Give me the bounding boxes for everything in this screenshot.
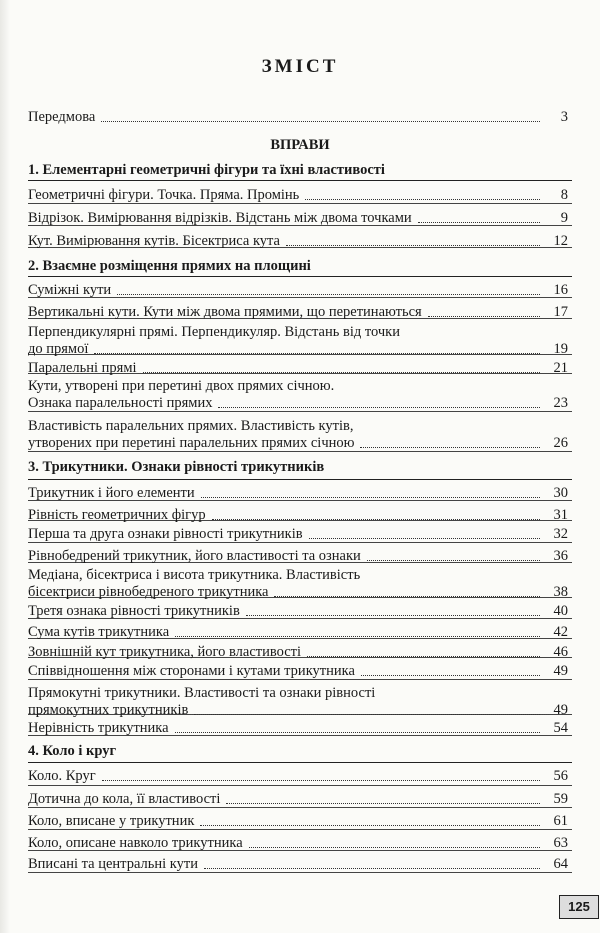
toc-entry-text: прямокутних трикутників xyxy=(28,702,189,718)
toc-page-number: 17 xyxy=(553,304,568,320)
page-title: ЗМІСТ xyxy=(261,56,339,77)
toc-page-number: 12 xyxy=(553,233,568,249)
toc-entry-text: утворених при перетині паралельних прямих січною xyxy=(28,435,355,451)
toc-entry[interactable] xyxy=(28,791,568,808)
toc-entry-text: Нерівність трикутника xyxy=(28,720,169,736)
dot-leader xyxy=(305,199,540,200)
toc-entry-row xyxy=(28,663,568,680)
dot-leader xyxy=(204,868,540,869)
toc-entry-text: Властивість паралельних прямих. Властивість кутів, xyxy=(28,418,354,434)
toc-entry-row xyxy=(28,768,568,785)
toc-entry[interactable] xyxy=(28,526,568,543)
rule-line xyxy=(28,785,572,786)
toc-entry[interactable] xyxy=(28,233,568,250)
dot-leader xyxy=(200,825,540,826)
toc-entry-text: Кути, утворені при перетині двох прямих січною. xyxy=(28,378,335,394)
dot-leader xyxy=(143,372,540,373)
dot-leader xyxy=(175,636,540,637)
toc-entry[interactable] xyxy=(28,663,568,680)
toc-entry[interactable] xyxy=(28,418,568,452)
toc-entry-text: Вписані та центральні кути xyxy=(28,856,198,872)
dot-leader xyxy=(307,656,540,657)
toc-entry-row xyxy=(28,720,568,737)
toc-entry[interactable] xyxy=(28,187,568,204)
section-title: 2. Взаємне розміщення прямих на площині xyxy=(28,258,311,274)
toc-entry-row xyxy=(28,435,568,452)
toc-entry[interactable] xyxy=(28,567,568,601)
toc-entry-row xyxy=(28,624,568,641)
toc-entry-text: Дотична до кола, її властивості xyxy=(28,791,221,807)
dot-leader xyxy=(367,560,540,561)
section-title: 3. Трикутники. Ознаки рівності трикутників xyxy=(28,459,325,475)
dot-leader xyxy=(286,245,540,246)
toc-page-number: 9 xyxy=(560,210,568,226)
toc-entry-text: Суміжні кути xyxy=(28,282,112,298)
toc-page-number: 3 xyxy=(560,109,568,125)
toc-entry[interactable] xyxy=(28,720,568,737)
dot-leader xyxy=(194,714,540,715)
toc-entry-row xyxy=(28,791,568,808)
toc-entry[interactable] xyxy=(28,624,568,641)
toc-entry[interactable] xyxy=(28,644,568,661)
toc-page-number: 16 xyxy=(553,282,568,298)
toc-page-number: 36 xyxy=(553,548,568,564)
toc-entry-row xyxy=(28,341,568,358)
toc-page-number: 49 xyxy=(553,702,568,718)
section-title: 4. Коло і круг xyxy=(28,743,117,759)
toc-entry-row xyxy=(28,360,568,377)
toc-entry-text: Ознака паралельності прямих xyxy=(28,395,213,411)
toc-entry-text: бісектриси рівнобедреного трикутника xyxy=(28,584,269,600)
toc-entry-row xyxy=(28,813,568,830)
toc-entry-row xyxy=(28,210,568,227)
toc-entry-text: Геометричні фігури. Точка. Пряма. Промінь xyxy=(28,187,300,203)
toc-entry-text: Вертикальні кути. Кути між двома прямими, що перетинаються xyxy=(28,304,422,320)
toc-page-number: 63 xyxy=(553,835,568,851)
toc-entry-row xyxy=(28,702,568,719)
toc-entry[interactable] xyxy=(28,378,568,412)
dot-leader xyxy=(101,121,540,122)
toc-entry[interactable] xyxy=(28,485,568,502)
toc-entry-row xyxy=(28,548,568,565)
toc-entry-text: Рівність геометричних фігур xyxy=(28,507,206,523)
toc-entry[interactable] xyxy=(28,768,568,785)
toc-entry[interactable] xyxy=(28,507,568,524)
toc-entry-row xyxy=(28,304,568,321)
toc-entry[interactable] xyxy=(28,685,568,719)
exercises-heading: ВПРАВИ xyxy=(270,137,330,153)
toc-page-number: 38 xyxy=(553,584,568,600)
toc-entry-preface[interactable] xyxy=(28,109,568,126)
dot-leader xyxy=(94,353,540,354)
toc-entry-text: Паралельні прямі xyxy=(28,360,137,376)
toc-entry-row xyxy=(28,485,568,502)
toc-entry-text: Кут. Вимірювання кутів. Бісектриса кута xyxy=(28,233,280,249)
toc-page-number: 42 xyxy=(553,624,568,640)
dot-leader xyxy=(218,407,540,408)
dot-leader xyxy=(361,675,540,676)
dot-leader xyxy=(360,447,540,448)
section-title: 1. Елементарні геометричні фігури та їхні властивості xyxy=(28,162,385,178)
toc-page-number: 19 xyxy=(553,341,568,357)
toc-entry[interactable] xyxy=(28,548,568,565)
toc-page-number: 61 xyxy=(553,813,568,829)
dot-leader xyxy=(249,847,540,848)
toc-entry-text: Відрізок. Вимірювання відрізків. Відстань між двома точками xyxy=(28,210,412,226)
toc-entry[interactable] xyxy=(28,835,568,852)
dot-leader xyxy=(117,294,540,295)
toc-page-number: 23 xyxy=(553,395,568,411)
toc-entry[interactable] xyxy=(28,856,568,873)
rule-line xyxy=(28,479,572,480)
dot-leader xyxy=(102,780,540,781)
toc-entry-row xyxy=(28,526,568,543)
toc-entry[interactable] xyxy=(28,282,568,299)
toc-entry-text: Передмова xyxy=(28,109,96,125)
dot-leader xyxy=(246,615,540,616)
toc-page-number: 40 xyxy=(553,603,568,619)
toc-page-number: 26 xyxy=(553,435,568,451)
toc-entry-text: Трикутник і його елементи xyxy=(28,485,195,501)
toc-entry-text: до прямої xyxy=(28,341,89,357)
toc-entry-row xyxy=(28,603,568,620)
dot-leader xyxy=(226,803,540,804)
toc-entry-row xyxy=(28,187,568,204)
toc-entry-text: Прямокутні трикутники. Властивості та ознаки рівності xyxy=(28,685,376,701)
toc-page-number: 54 xyxy=(553,720,568,736)
toc-entry[interactable] xyxy=(28,813,568,830)
page-number-badge: 125 xyxy=(559,895,599,919)
toc-page-number: 56 xyxy=(553,768,568,784)
dot-leader xyxy=(201,497,540,498)
toc-entry-text: Рівнобедрений трикутник, його властивості та ознаки xyxy=(28,548,361,564)
toc-entry-row xyxy=(28,395,568,412)
toc-page-number: 31 xyxy=(553,507,568,523)
toc-entry-text: Співвідношення між сторонами і кутами трикутника xyxy=(28,663,355,679)
toc-entry-row xyxy=(28,644,568,661)
dot-leader xyxy=(418,222,540,223)
toc-page-number: 8 xyxy=(560,187,568,203)
toc-entry-text: Перпендикулярні прямі. Перпендикуляр. Відстань від точки xyxy=(28,324,400,340)
rule-line xyxy=(28,762,572,763)
dot-leader xyxy=(428,316,540,317)
toc-entry-row xyxy=(28,233,568,250)
dot-leader xyxy=(212,519,540,520)
toc-entry-text: Перша та друга ознаки рівності трикутників xyxy=(28,526,303,542)
toc-entry-text: Третя ознака рівності трикутників xyxy=(28,603,240,619)
toc-entry-row xyxy=(28,835,568,852)
toc-entry-text: Коло, описане навколо трикутника xyxy=(28,835,243,851)
rule-line xyxy=(28,276,572,277)
toc-entry-text: Медіана, бісектриса і висота трикутника. Властивість xyxy=(28,567,361,583)
toc-entry-row xyxy=(28,584,568,601)
toc-entry[interactable] xyxy=(28,210,568,227)
toc-entry[interactable] xyxy=(28,324,568,358)
toc-page-number: 59 xyxy=(553,791,568,807)
toc-page-number: 30 xyxy=(553,485,568,501)
toc-entry-row xyxy=(28,856,568,873)
rule-line xyxy=(28,180,572,181)
dot-leader xyxy=(274,596,540,597)
toc-entry-text: Коло. Круг xyxy=(28,768,96,784)
toc-page-number: 46 xyxy=(553,644,568,660)
toc-entry-text: Коло, вписане у трикутник xyxy=(28,813,195,829)
dot-leader xyxy=(309,538,540,539)
toc-entry[interactable] xyxy=(28,603,568,620)
toc-entry-text: Зовнішній кут трикутника, його властивості xyxy=(28,644,302,660)
toc-entry-text: Сума кутів трикутника xyxy=(28,624,170,640)
toc-entry[interactable] xyxy=(28,360,568,377)
toc-page-number: 49 xyxy=(553,663,568,679)
toc-entry-row xyxy=(28,282,568,299)
toc-page-number: 32 xyxy=(553,526,568,542)
toc-page-number: 21 xyxy=(553,360,568,376)
toc-entry[interactable] xyxy=(28,304,568,321)
toc-entry-row xyxy=(28,507,568,524)
toc-page-number: 64 xyxy=(553,856,568,872)
dot-leader xyxy=(175,732,540,733)
